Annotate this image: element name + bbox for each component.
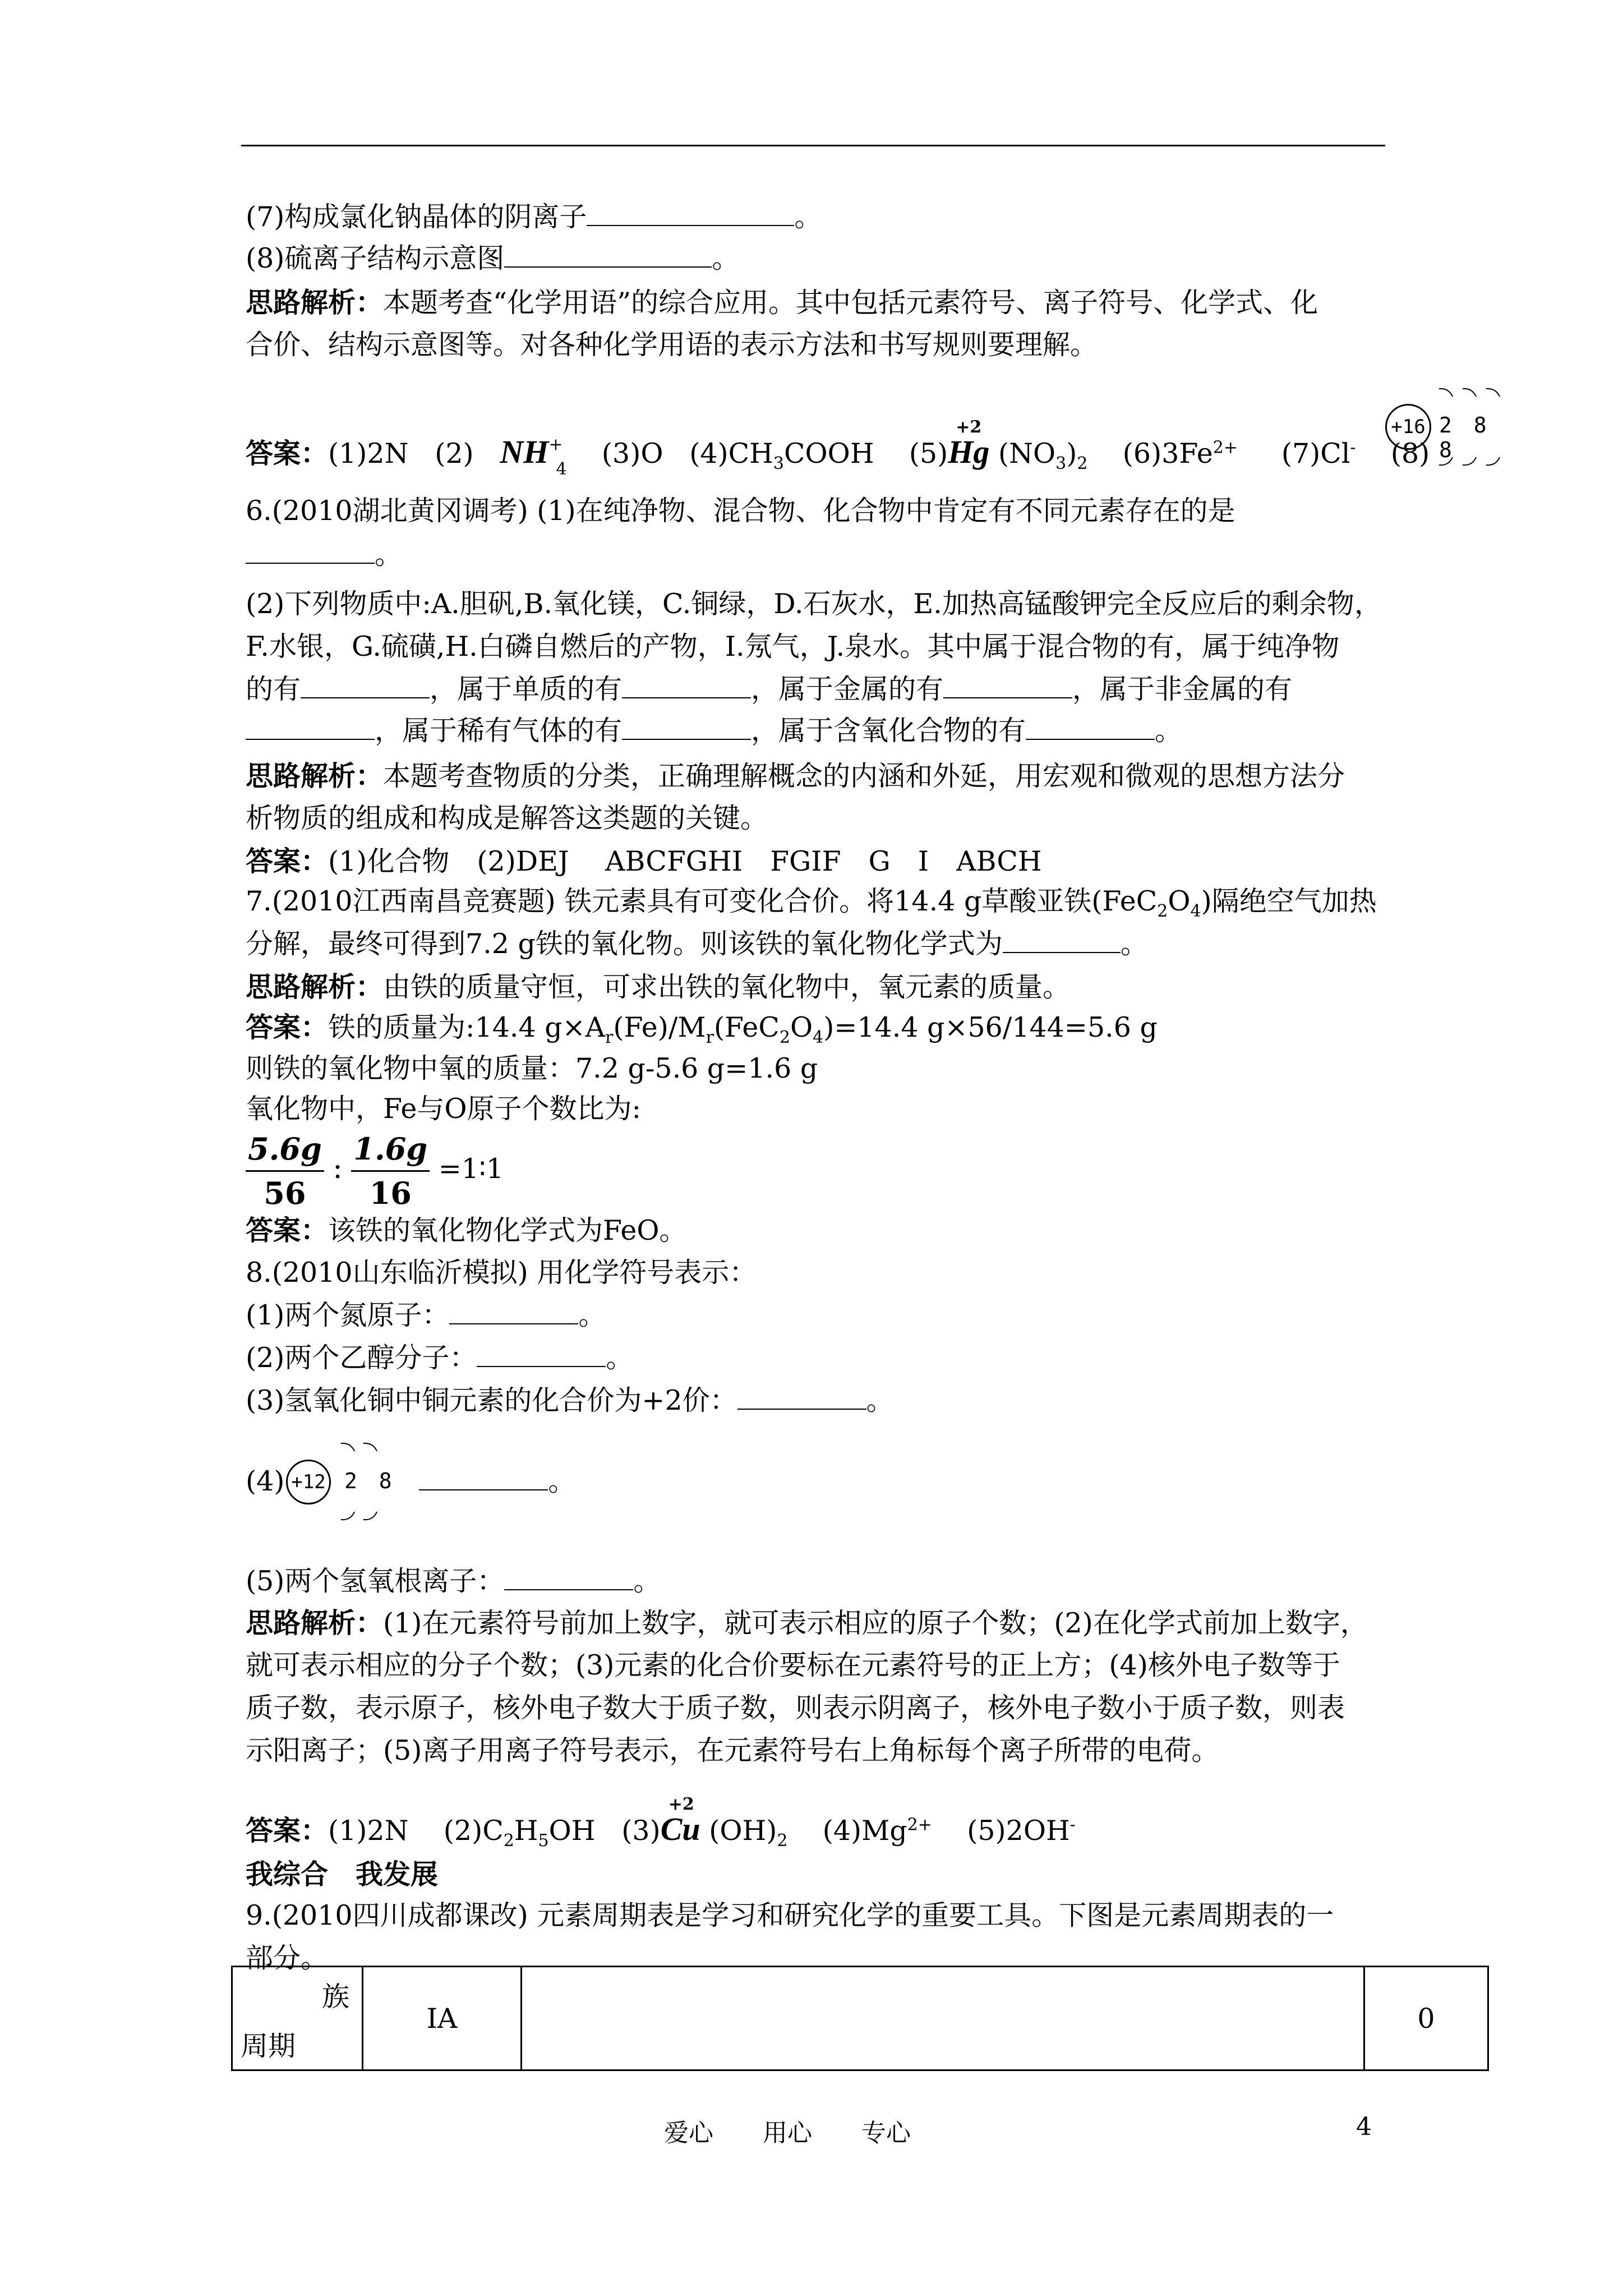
- nucleus: +16: [1385, 404, 1431, 450]
- q6-part2-line1: (2)下列物质中:A.胆矾,B.氧化镁，C.铜绿，D.石灰水，E.加热高锰酸钾完全反应后的剩余物，: [246, 588, 1382, 620]
- q8-answer: 答案：(1)2N $(2)C_2H_5OH$ (3) +2 Cu $(OH)_2$ $(4)Mg^{2+}$ (5)2OH-: [246, 1795, 1076, 1851]
- q5-answer: 答案：(1)2N (2) $NH^+_4$ (3)O $(4)CH_3COOH$ (5) +2 Hg $(NO_3)_2$ $(6)3Fe^{2+}$ (7)Cl- (8): [246, 417, 1430, 479]
- q8-analysis-cont: 就可表示相应的分子个数；(3)元素的化合价要标在元素符号的正上方；(4)核外电子数等于: [246, 1649, 1340, 1681]
- q8-item-1: (1)两个氮原子： 。: [246, 1299, 606, 1331]
- q5-item-7: (7)构成氯化钠晶体的阴离子 。: [246, 201, 822, 233]
- q8-title: 8.(2010山东临沂模拟) 用化学符号表示：: [246, 1257, 757, 1289]
- empty-groups-cell: [522, 1967, 1364, 2070]
- q7-ratio-formula: $\frac{5.6g}{56}$ : $\frac{1.6g}{16}$ =1∶1: [246, 1128, 504, 1214]
- q7-title: 7.(2010江西南昌竞赛题) 铁元素具有可变化合价。将14.4 g草酸亚铁$(FeC_2O_4)$隔绝空气加热: [246, 885, 1377, 921]
- q7-analysis: 思路解析：由铁的质量守恒，可求出铁的氧化物中，氧元素的质量。: [246, 970, 1071, 1003]
- header-rule: [241, 145, 1385, 146]
- q9-title-cont: 部分。: [246, 1942, 329, 1974]
- group-ia-cell: ⅠA: [363, 1967, 522, 2070]
- answer-blank[interactable]: [449, 1299, 578, 1324]
- q9-title: 9.(2010四川成都课改) 元素周期表是学习和研究化学的重要工具。下图是元素周期表的一: [246, 1899, 1334, 1931]
- group-header-label: 族: [321, 1981, 349, 2013]
- electron-shells: 2 8: [344, 1469, 396, 1493]
- answer-blank[interactable]: [477, 1341, 606, 1367]
- q6-analysis-cont: 析物质的组成和构成是解答这类题的关键。: [246, 802, 768, 834]
- q8-analysis-cont: 质子数，表示原子，核外电子数大于质子数，则表示阴离子，核外电子数小于质子数，则表: [246, 1692, 1345, 1724]
- q8-analysis-cont: 示阳离子；(5)离子用离子符号表示，在元素符号右上角标每个离子所带的电荷。: [246, 1734, 1219, 1766]
- answer-blank[interactable]: [943, 673, 1072, 698]
- q7-answer-line1: 答案：铁的质量为:14.4 $g\times A_r(Fe)/M_r(FeC_2O_4)=14.4$ g×56/144=5.6 g: [246, 1011, 1158, 1047]
- q6-part2-line3: 的有 ，属于单质的有 ，属于金属的有 ，属于非金属的有: [246, 673, 1293, 705]
- q7-line2: 分解，最终可得到7.2 g铁的氧化物。则该铁的氧化物化学式为 。: [246, 928, 1148, 960]
- answer-blank[interactable]: [419, 1465, 548, 1490]
- q8-analysis: 思路解析：(1)在元素符号前加上数字，就可表示相应的原子个数；(2)在化学式前加上数字，: [246, 1607, 1368, 1639]
- period-header-label: 周期: [241, 2030, 296, 2062]
- q5-analysis-cont: 合价、结构示意图等。对各种化学用语的表示方法和书写规则要理解。: [246, 329, 1098, 361]
- page-number: 4: [1356, 2113, 1372, 2141]
- periodic-table-fragment: [231, 1966, 1489, 2071]
- q6-line2: 。: [246, 537, 402, 572]
- q8-item-5: (5)两个氢氧根离子： 。: [246, 1565, 661, 1597]
- answer-blank[interactable]: [246, 714, 375, 740]
- sulfide-ion-structure-diagram: [1385, 381, 1520, 477]
- q7-final-answer: 答案：该铁的氧化物化学式为FeO。: [246, 1214, 687, 1246]
- answer-blank[interactable]: [587, 200, 794, 226]
- q8-item-2: (2)两个乙醇分子： 。: [246, 1342, 634, 1374]
- answer-blank[interactable]: [737, 1384, 866, 1410]
- nucleus: +12: [286, 1460, 331, 1504]
- electron-shells: 2 8 8: [1439, 413, 1491, 462]
- q6-analysis: 思路解析：本题考查物质的分类，正确理解概念的内涵和外延，用宏观和微观的思想方法分: [246, 760, 1345, 792]
- answer-blank[interactable]: [246, 538, 375, 564]
- magnesium-atom-structure-diagram: [286, 1436, 415, 1531]
- fraction: $\frac{5.6g}{56}$: [246, 1128, 324, 1214]
- q6-title: 6.(2010湖北黄冈调考) (1)在纯净物、混合物、化合物中肯定有不同元素存在的是: [246, 495, 1235, 527]
- group-0-cell: 0: [1364, 1967, 1488, 2070]
- answer-blank[interactable]: [1026, 714, 1155, 740]
- footer-motto: 爱心 用心 专心: [664, 2119, 911, 2147]
- answer-blank[interactable]: [622, 714, 751, 740]
- q8-item-3: (3)氢氧化铜中铜元素的化合价为+2价： 。: [246, 1384, 894, 1416]
- answer-blank[interactable]: [504, 1565, 633, 1590]
- answer-blank[interactable]: [504, 242, 712, 268]
- q6-part2-line2: F.水银，G.硫磺,H.白磷自燃后的产物，I.氖气，J.泉水。其中属于混合物的有，属于纯净物: [246, 631, 1340, 662]
- answer-blank[interactable]: [301, 673, 430, 698]
- answer-blank[interactable]: [1003, 927, 1121, 953]
- q7-answer-line2: 则铁的氧化物中氧的质量：7.2 g-5.6 g=1.6 g: [246, 1052, 818, 1084]
- table-corner-cell: [232, 1967, 363, 2070]
- q5-item-8: (8)硫离子结构示意图 。: [246, 242, 740, 274]
- q6-answer: 答案：(1)化合物 (2)DEJ ABCFGHI FGIF G I ABCH: [246, 845, 1042, 877]
- q8-item-4: (4) 。: [246, 1465, 576, 1497]
- q6-part2-line4: ，属于稀有气体的有 ，属于含氧化合物的有 。: [246, 714, 1182, 748]
- answer-blank[interactable]: [622, 673, 751, 698]
- q7-answer-line3: 氧化物中，Fe与O原子个数比为:: [246, 1093, 641, 1125]
- section-heading: 我综合 我发展: [246, 1858, 439, 1890]
- fraction: $\frac{1.6g}{16}$: [351, 1128, 430, 1214]
- q5-analysis: 思路解析：本题考查“化学用语”的综合应用。其中包括元素符号、离子符号、化学式、化: [246, 286, 1318, 319]
